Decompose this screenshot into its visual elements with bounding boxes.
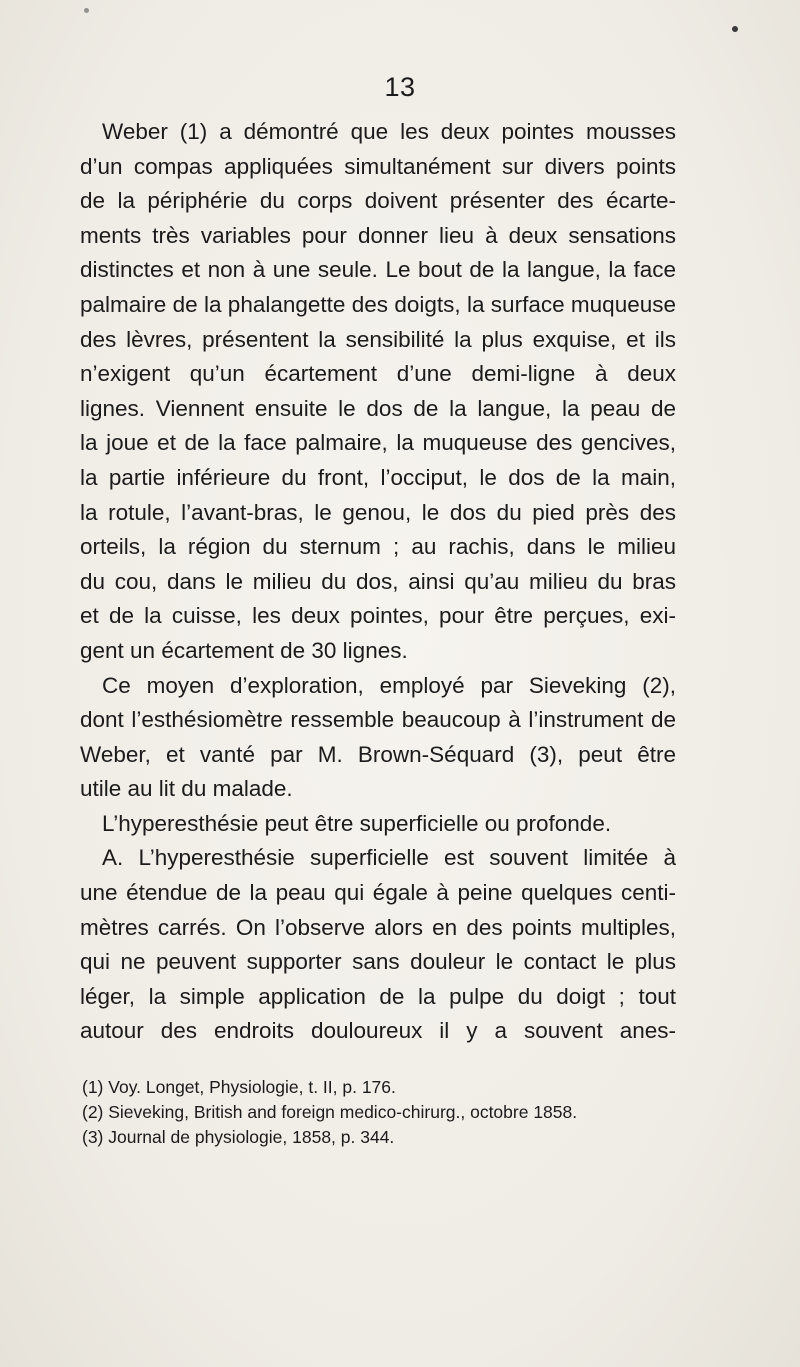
text-line: distinctes et non à une seule. Le bout de la langue, la face [80,257,676,283]
text-line: orteils, la région du sternum ; au rachis, dans le milieu [80,534,676,560]
text-line: L’hyperesthésie peut être superficielle ou profonde. [102,810,612,836]
text-line: la partie inférieure du front, l’occiput, le dos de la main, [80,464,676,490]
text-line: autour des endroits douloureux il y a souvent anes- [80,1018,676,1044]
text-line: gent un écartement de 30 lignes. [80,637,408,663]
text-line: ments très variables pour donner lieu à deux sensations [80,222,676,248]
body-text [80,115,676,1049]
text-line: palmaire de la phalangette des doigts, la surface muqueuse [80,291,676,317]
text-line: d’un compas appliquées simultanément sur divers points [80,153,676,179]
text-line: et de la cuisse, les deux pointes, pour être perçues, exi- [80,603,676,629]
footnote: (1) Voy. Longet, Physiologie, t. II, p. 176. [82,1077,396,1097]
page-speck [732,26,738,32]
footnote: (3) Journal de physiologie, 1858, p. 344. [82,1127,395,1147]
footnotes [82,1075,682,1150]
text-line: n’exigent qu’un écartement d’une demi-ligne à deux [80,361,676,387]
text-line: mètres carrés. On l’observe alors en des points multiples, [80,914,676,940]
text-line: la joue et de la face palmaire, la muqueuse des gencives, [80,430,676,456]
text-line: utile au lit du malade. [80,776,293,802]
text-line: qui ne peuvent supporter sans douleur le contact le plus [80,949,676,975]
text-line: dont l’esthésiomètre ressemble beaucoup à l’instrument de [80,707,676,733]
text-line: une étendue de la peau qui égale à peine quelques centi- [80,880,676,906]
text-line: léger, la simple application de la pulpe du doigt ; tout [80,983,676,1009]
text-line: de la périphérie du corps doivent présenter des écarte- [80,188,676,214]
page-number: 13 [384,72,416,102]
text-line: Weber, et vanté par M. Brown-Séquard (3), peut être [80,741,676,767]
text-line: lignes. Viennent ensuite le dos de la langue, la peau de [80,395,676,421]
footnote: (2) Sieveking, British and foreign medico-chirurg., octobre 1858. [82,1102,578,1122]
text-line: des lèvres, présentent la sensibilité la plus exquise, et ils [80,326,676,352]
text-line: la rotule, l’avant-bras, le genou, le dos du pied près des [80,499,676,525]
text-line: Weber (1) a démontré que les deux pointes mousses [102,119,676,144]
text-line: Ce moyen d’exploration, employé par Sieveking (2), [102,672,676,698]
page-speck [84,8,89,13]
text-line: A. L’hyperesthésie superficielle est souvent limitée à [102,845,676,871]
text-line: du cou, dans le milieu du dos, ainsi qu’au milieu du bras [80,568,676,594]
